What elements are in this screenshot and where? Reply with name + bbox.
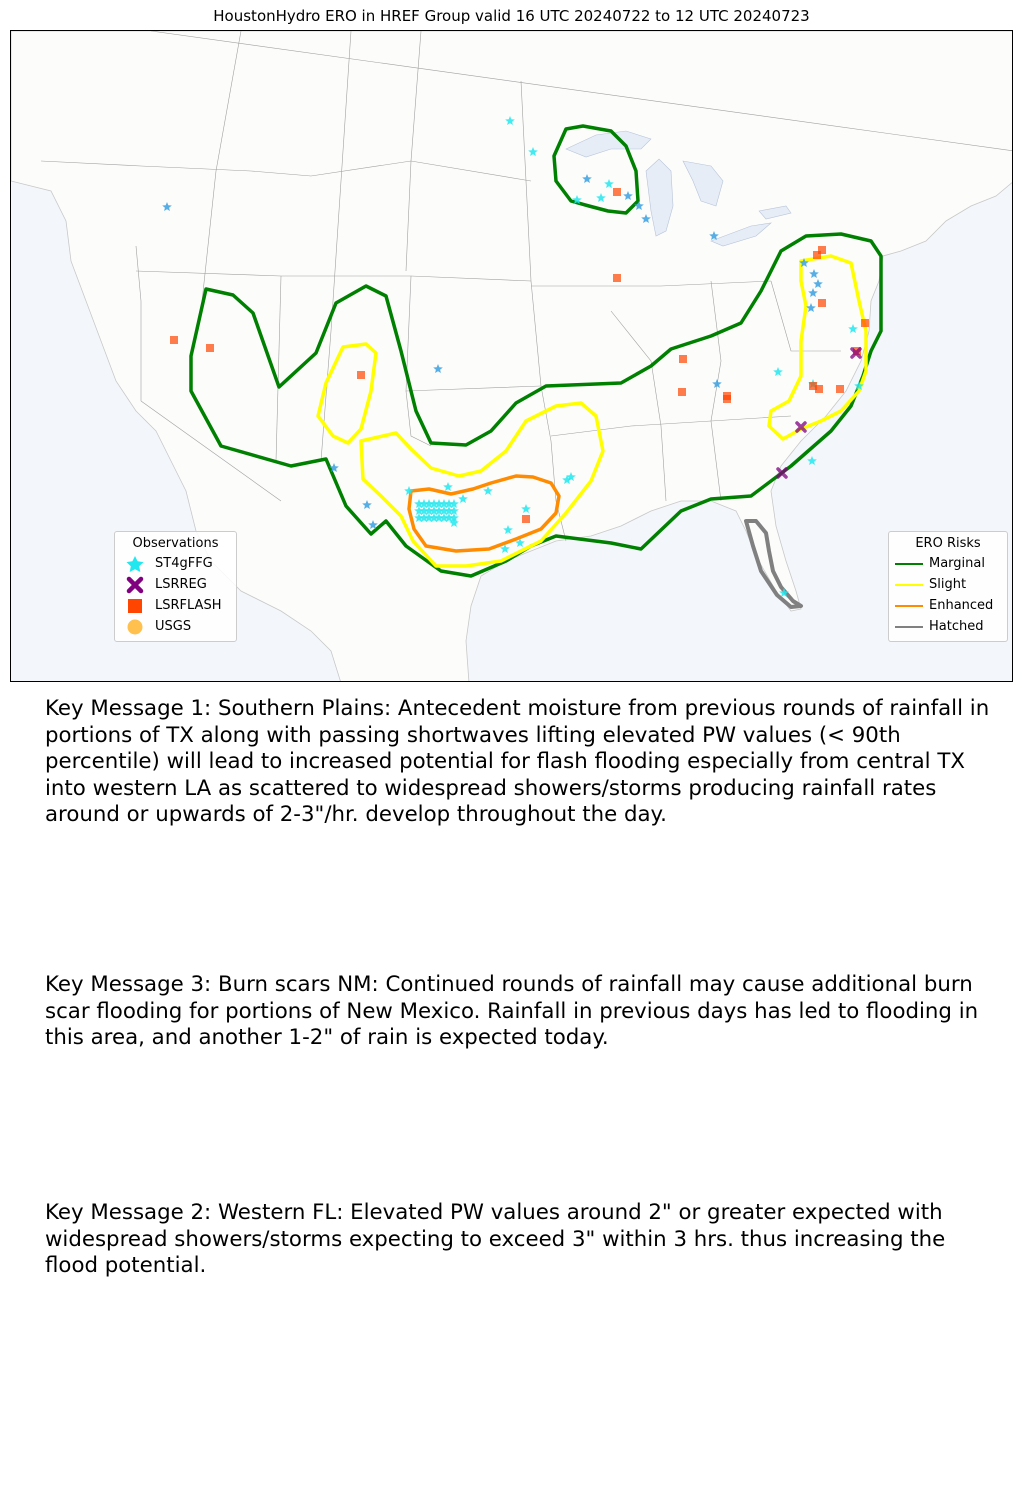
lsrflash-marker: [861, 319, 869, 327]
legend-row-marginal: [889, 553, 1007, 574]
lsrflash-marker: [170, 336, 178, 344]
ero-map: [10, 30, 1013, 682]
lsrflash-marker: [818, 246, 826, 254]
legend-row-lsrreg: [115, 574, 236, 595]
lsrflash-marker: [522, 515, 530, 523]
legend-label-usgs: USGS: [155, 619, 192, 634]
ero-risks-legend: [888, 531, 1008, 642]
legend-row-st4gffg: [115, 553, 236, 574]
observations-legend: [114, 531, 237, 642]
lsrflash-marker: [678, 388, 686, 396]
legend-label-marginal: Marginal: [929, 556, 985, 571]
key-message-3: Key Message 3: Burn scars NM: Continued rounds of rainfall may cause additional burn scar flooding for portions of New Mexico. Rainfall in previous days has led to flooding in this area, and another 1-2" of rain is expected today.: [45, 972, 979, 1050]
slight-line-icon: [889, 574, 929, 595]
lsrflash-marker: [818, 299, 826, 307]
lsrflash-marker: [723, 395, 731, 403]
lsrflash-marker: [613, 188, 621, 196]
legend-row-hatched: [889, 616, 1007, 637]
legend-label-lsrflash: LSRFLASH: [155, 598, 222, 613]
hatched-line-icon: [889, 616, 929, 637]
lsrflash-marker: [815, 385, 823, 393]
key-message-1: Key Message 1: Southern Plains: Antecedent moisture from previous rounds of rainfall in portions of TX along with passing shortwaves lifting elevated PW values (< 90th percentile) will lead to increased potential for flash flooding especially from central TX into western LA as scattered to widespread showers/storms producing rainfall rates around or upwards of 2-3"/hr. develop throughout the day.: [45, 696, 990, 827]
legend-label-enhanced: Enhanced: [929, 598, 994, 613]
lsrflash-marker: [357, 371, 365, 379]
legend-label-hatched: Hatched: [929, 619, 984, 634]
lsrflash-marker: [206, 344, 214, 352]
legend-row-usgs: [115, 616, 236, 637]
legend-label-slight: Slight: [929, 577, 967, 592]
x-mark-icon: [115, 574, 155, 595]
legend-row-enhanced: [889, 595, 1007, 616]
lsrflash-marker: [613, 274, 621, 282]
marginal-line-icon: [889, 553, 929, 574]
legend-label-st4gffg: ST4gFFG: [155, 556, 213, 571]
legend-row-lsrflash: [115, 595, 236, 616]
lsrflash-marker: [679, 355, 687, 363]
key-message-2: Key Message 2: Western FL: Elevated PW values around 2" or greater expected with widespread showers/storms expecting to exceed 3" within 3 hrs. thus increasing the flood potential.: [45, 1200, 946, 1278]
map-title: HoustonHydro ERO in HREF Group valid 16 UTC 20240722 to 12 UTC 20240723: [213, 7, 810, 25]
legend-row-slight: [889, 574, 1007, 595]
circle-icon: [115, 616, 155, 637]
star-icon: [115, 553, 155, 574]
square-icon: [115, 595, 155, 616]
observations-legend-title: Observations: [132, 536, 219, 551]
lsrflash-marker: [836, 385, 844, 393]
ero-legend-title: ERO Risks: [915, 536, 981, 551]
enhanced-line-icon: [889, 595, 929, 616]
legend-label-lsrreg: LSRREG: [155, 577, 207, 592]
